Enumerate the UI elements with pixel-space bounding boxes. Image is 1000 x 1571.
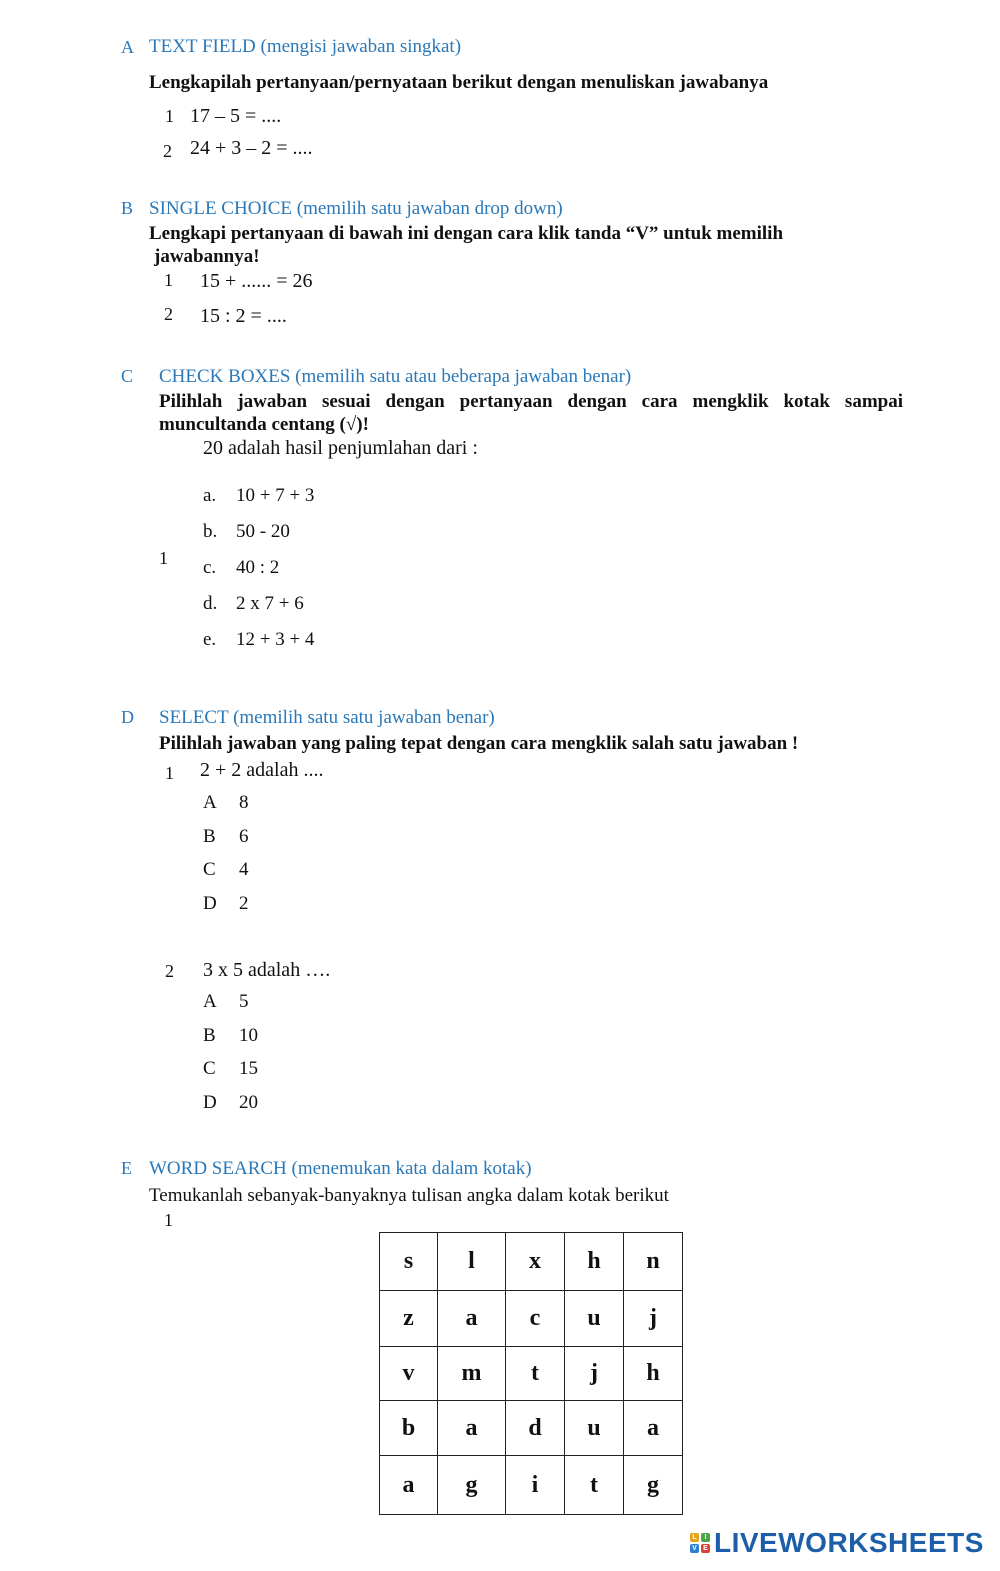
select-q1-option-c[interactable] bbox=[203, 859, 249, 881]
checkbox-option-d-value: 2 x 7 + 6 bbox=[236, 593, 304, 614]
checkbox-option-c-value: 40 : 2 bbox=[236, 557, 280, 578]
section-d-q2-number: 2 bbox=[165, 961, 174, 981]
section-c-title: CHECK BOXES (memilih satu atau beberapa jawaban benar) bbox=[159, 366, 632, 387]
checkbox-option-e-label: e. bbox=[203, 629, 217, 650]
grid-cell[interactable]: c bbox=[506, 1291, 565, 1347]
liveworksheets-logo bbox=[690, 1526, 984, 1560]
section-b-q1-number: 1 bbox=[164, 270, 173, 290]
grid-cell[interactable]: a bbox=[380, 1456, 438, 1515]
select-q2-option-d[interactable] bbox=[203, 1092, 258, 1114]
grid-cell[interactable]: m bbox=[438, 1347, 506, 1401]
section-b-instruction-line1: Lengkapi pertanyaan di bawah ini dengan cara klik tanda “V” untuk memilih bbox=[149, 223, 784, 244]
section-e-title: WORD SEARCH (menemukan kata dalam kotak) bbox=[149, 1158, 532, 1179]
grid-cell[interactable]: g bbox=[624, 1456, 683, 1515]
select-q1-option-a-value: 8 bbox=[239, 792, 249, 813]
select-q1-option-d[interactable] bbox=[203, 893, 249, 915]
section-e-q1-number: 1 bbox=[164, 1210, 173, 1230]
select-q1-option-b[interactable] bbox=[203, 826, 249, 848]
section-a-letter: A bbox=[121, 37, 134, 57]
section-b-letter: B bbox=[121, 198, 134, 218]
checkbox-option-d[interactable] bbox=[203, 593, 304, 615]
select-q2-option-c-value: 15 bbox=[239, 1058, 258, 1079]
section-b-q2-text: 15 : 2 = .... bbox=[200, 305, 287, 327]
section-a-instruction: Lengkapilah pertanyaan/pernyataan berikut dengan menuliskan jawabanya bbox=[149, 72, 769, 93]
section-c-question: 20 adalah hasil penjumlahan dari : bbox=[203, 437, 478, 459]
select-q1-option-a-label: A bbox=[203, 792, 217, 813]
checkbox-option-b-label: b. bbox=[203, 521, 218, 542]
liveworksheets-logo-icon bbox=[690, 1533, 710, 1553]
section-c-instruction-line1: Pilihlah jawaban sesuai dengan pertanyaan dengan cara mengklik kotak sampai bbox=[159, 391, 903, 412]
select-q2-option-a-label: A bbox=[203, 991, 217, 1012]
checkbox-option-a-value: 10 + 7 + 3 bbox=[236, 485, 315, 506]
grid-cell[interactable]: g bbox=[438, 1456, 506, 1515]
grid-cell[interactable]: u bbox=[565, 1401, 624, 1456]
section-a-q1-number: 1 bbox=[165, 106, 174, 126]
checkbox-option-b-value: 50 - 20 bbox=[236, 521, 290, 542]
grid-cell[interactable]: t bbox=[565, 1456, 624, 1515]
grid-cell[interactable]: a bbox=[438, 1291, 506, 1347]
section-b-q1-text: 15 + ...... = 26 bbox=[200, 270, 313, 292]
liveworksheets-logo-text: LIVEWORKSHEETS bbox=[714, 1527, 984, 1558]
grid-cell[interactable]: n bbox=[624, 1233, 683, 1291]
grid-cell[interactable]: b bbox=[380, 1401, 438, 1456]
grid-cell[interactable]: v bbox=[380, 1347, 438, 1401]
checkbox-option-a[interactable] bbox=[203, 485, 314, 507]
section-b-q2-number: 2 bbox=[164, 304, 173, 324]
grid-cell[interactable]: d bbox=[506, 1401, 565, 1456]
select-q2-option-b[interactable] bbox=[203, 1025, 258, 1047]
logo-icon-tile: V bbox=[690, 1544, 699, 1553]
checkbox-option-e-value: 12 + 3 + 4 bbox=[236, 629, 315, 650]
section-d-q1-number: 1 bbox=[165, 763, 174, 783]
logo-icon-tile: L bbox=[690, 1533, 699, 1542]
grid-cell[interactable]: x bbox=[506, 1233, 565, 1291]
select-q1-option-b-label: B bbox=[203, 826, 216, 847]
select-q2-option-a[interactable] bbox=[203, 991, 249, 1013]
checkbox-option-b[interactable] bbox=[203, 521, 290, 543]
checkbox-option-c[interactable] bbox=[203, 557, 279, 579]
select-q1-option-b-value: 6 bbox=[239, 826, 249, 847]
section-c-q1-number: 1 bbox=[159, 548, 168, 568]
select-q2-option-b-value: 10 bbox=[239, 1025, 258, 1046]
grid-cell[interactable]: j bbox=[565, 1347, 624, 1401]
checkbox-option-d-label: d. bbox=[203, 593, 218, 614]
select-q1-option-d-label: D bbox=[203, 893, 217, 914]
logo-icon-tile: E bbox=[701, 1544, 710, 1553]
select-q2-option-a-value: 5 bbox=[239, 991, 249, 1012]
select-q1-option-a[interactable] bbox=[203, 792, 249, 814]
select-q1-option-c-value: 4 bbox=[239, 859, 249, 880]
select-q2-option-b-label: B bbox=[203, 1025, 216, 1046]
section-d-q1-text: 2 + 2 adalah .... bbox=[200, 759, 324, 781]
select-q2-option-c-label: C bbox=[203, 1058, 216, 1079]
section-d-instruction: Pilihlah jawaban yang paling tepat dengan cara mengklik salah satu jawaban ! bbox=[159, 733, 799, 754]
section-a-q1-text: 17 – 5 = .... bbox=[190, 105, 282, 127]
select-q1-option-d-value: 2 bbox=[239, 893, 249, 914]
checkbox-option-a-label: a. bbox=[203, 485, 217, 506]
checkbox-option-e[interactable] bbox=[203, 629, 314, 651]
section-b-title: SINGLE CHOICE (memilih satu jawaban drop down) bbox=[149, 198, 563, 219]
section-a-q2-number: 2 bbox=[163, 141, 172, 161]
section-a-q2-text: 24 + 3 – 2 = .... bbox=[190, 137, 313, 159]
grid-cell[interactable]: h bbox=[565, 1233, 624, 1291]
grid-cell[interactable]: t bbox=[506, 1347, 565, 1401]
select-q2-option-d-value: 20 bbox=[239, 1092, 258, 1113]
grid-cell[interactable]: a bbox=[624, 1401, 683, 1456]
section-e-instruction: Temukanlah sebanyak-banyaknya tulisan angka dalam kotak berikut bbox=[149, 1185, 669, 1206]
section-c-instruction-line2: muncultanda centang (√)! bbox=[159, 414, 369, 435]
section-d-title: SELECT (memilih satu satu jawaban benar) bbox=[159, 707, 495, 728]
section-d-letter: D bbox=[121, 707, 134, 727]
word-search-grid bbox=[379, 1232, 683, 1515]
logo-icon-tile: I bbox=[701, 1533, 710, 1542]
select-q1-option-c-label: C bbox=[203, 859, 216, 880]
grid-cell[interactable]: z bbox=[380, 1291, 438, 1347]
grid-cell[interactable]: i bbox=[506, 1456, 565, 1515]
grid-cell[interactable]: a bbox=[438, 1401, 506, 1456]
section-b-instruction-line2: jawabannya! bbox=[154, 246, 260, 267]
select-q2-option-c[interactable] bbox=[203, 1058, 258, 1080]
checkbox-option-c-label: c. bbox=[203, 557, 217, 578]
section-c-letter: C bbox=[121, 366, 134, 386]
section-d-q2-text: 3 x 5 adalah …. bbox=[203, 959, 331, 981]
grid-cell[interactable]: h bbox=[624, 1347, 683, 1401]
section-e-letter: E bbox=[121, 1158, 132, 1178]
grid-cell[interactable]: u bbox=[565, 1291, 624, 1347]
grid-cell[interactable]: j bbox=[624, 1291, 683, 1347]
grid-cell[interactable]: s bbox=[380, 1233, 438, 1291]
grid-cell[interactable]: l bbox=[438, 1233, 506, 1291]
select-q2-option-d-label: D bbox=[203, 1092, 217, 1113]
section-a-title: TEXT FIELD (mengisi jawaban singkat) bbox=[149, 36, 462, 57]
